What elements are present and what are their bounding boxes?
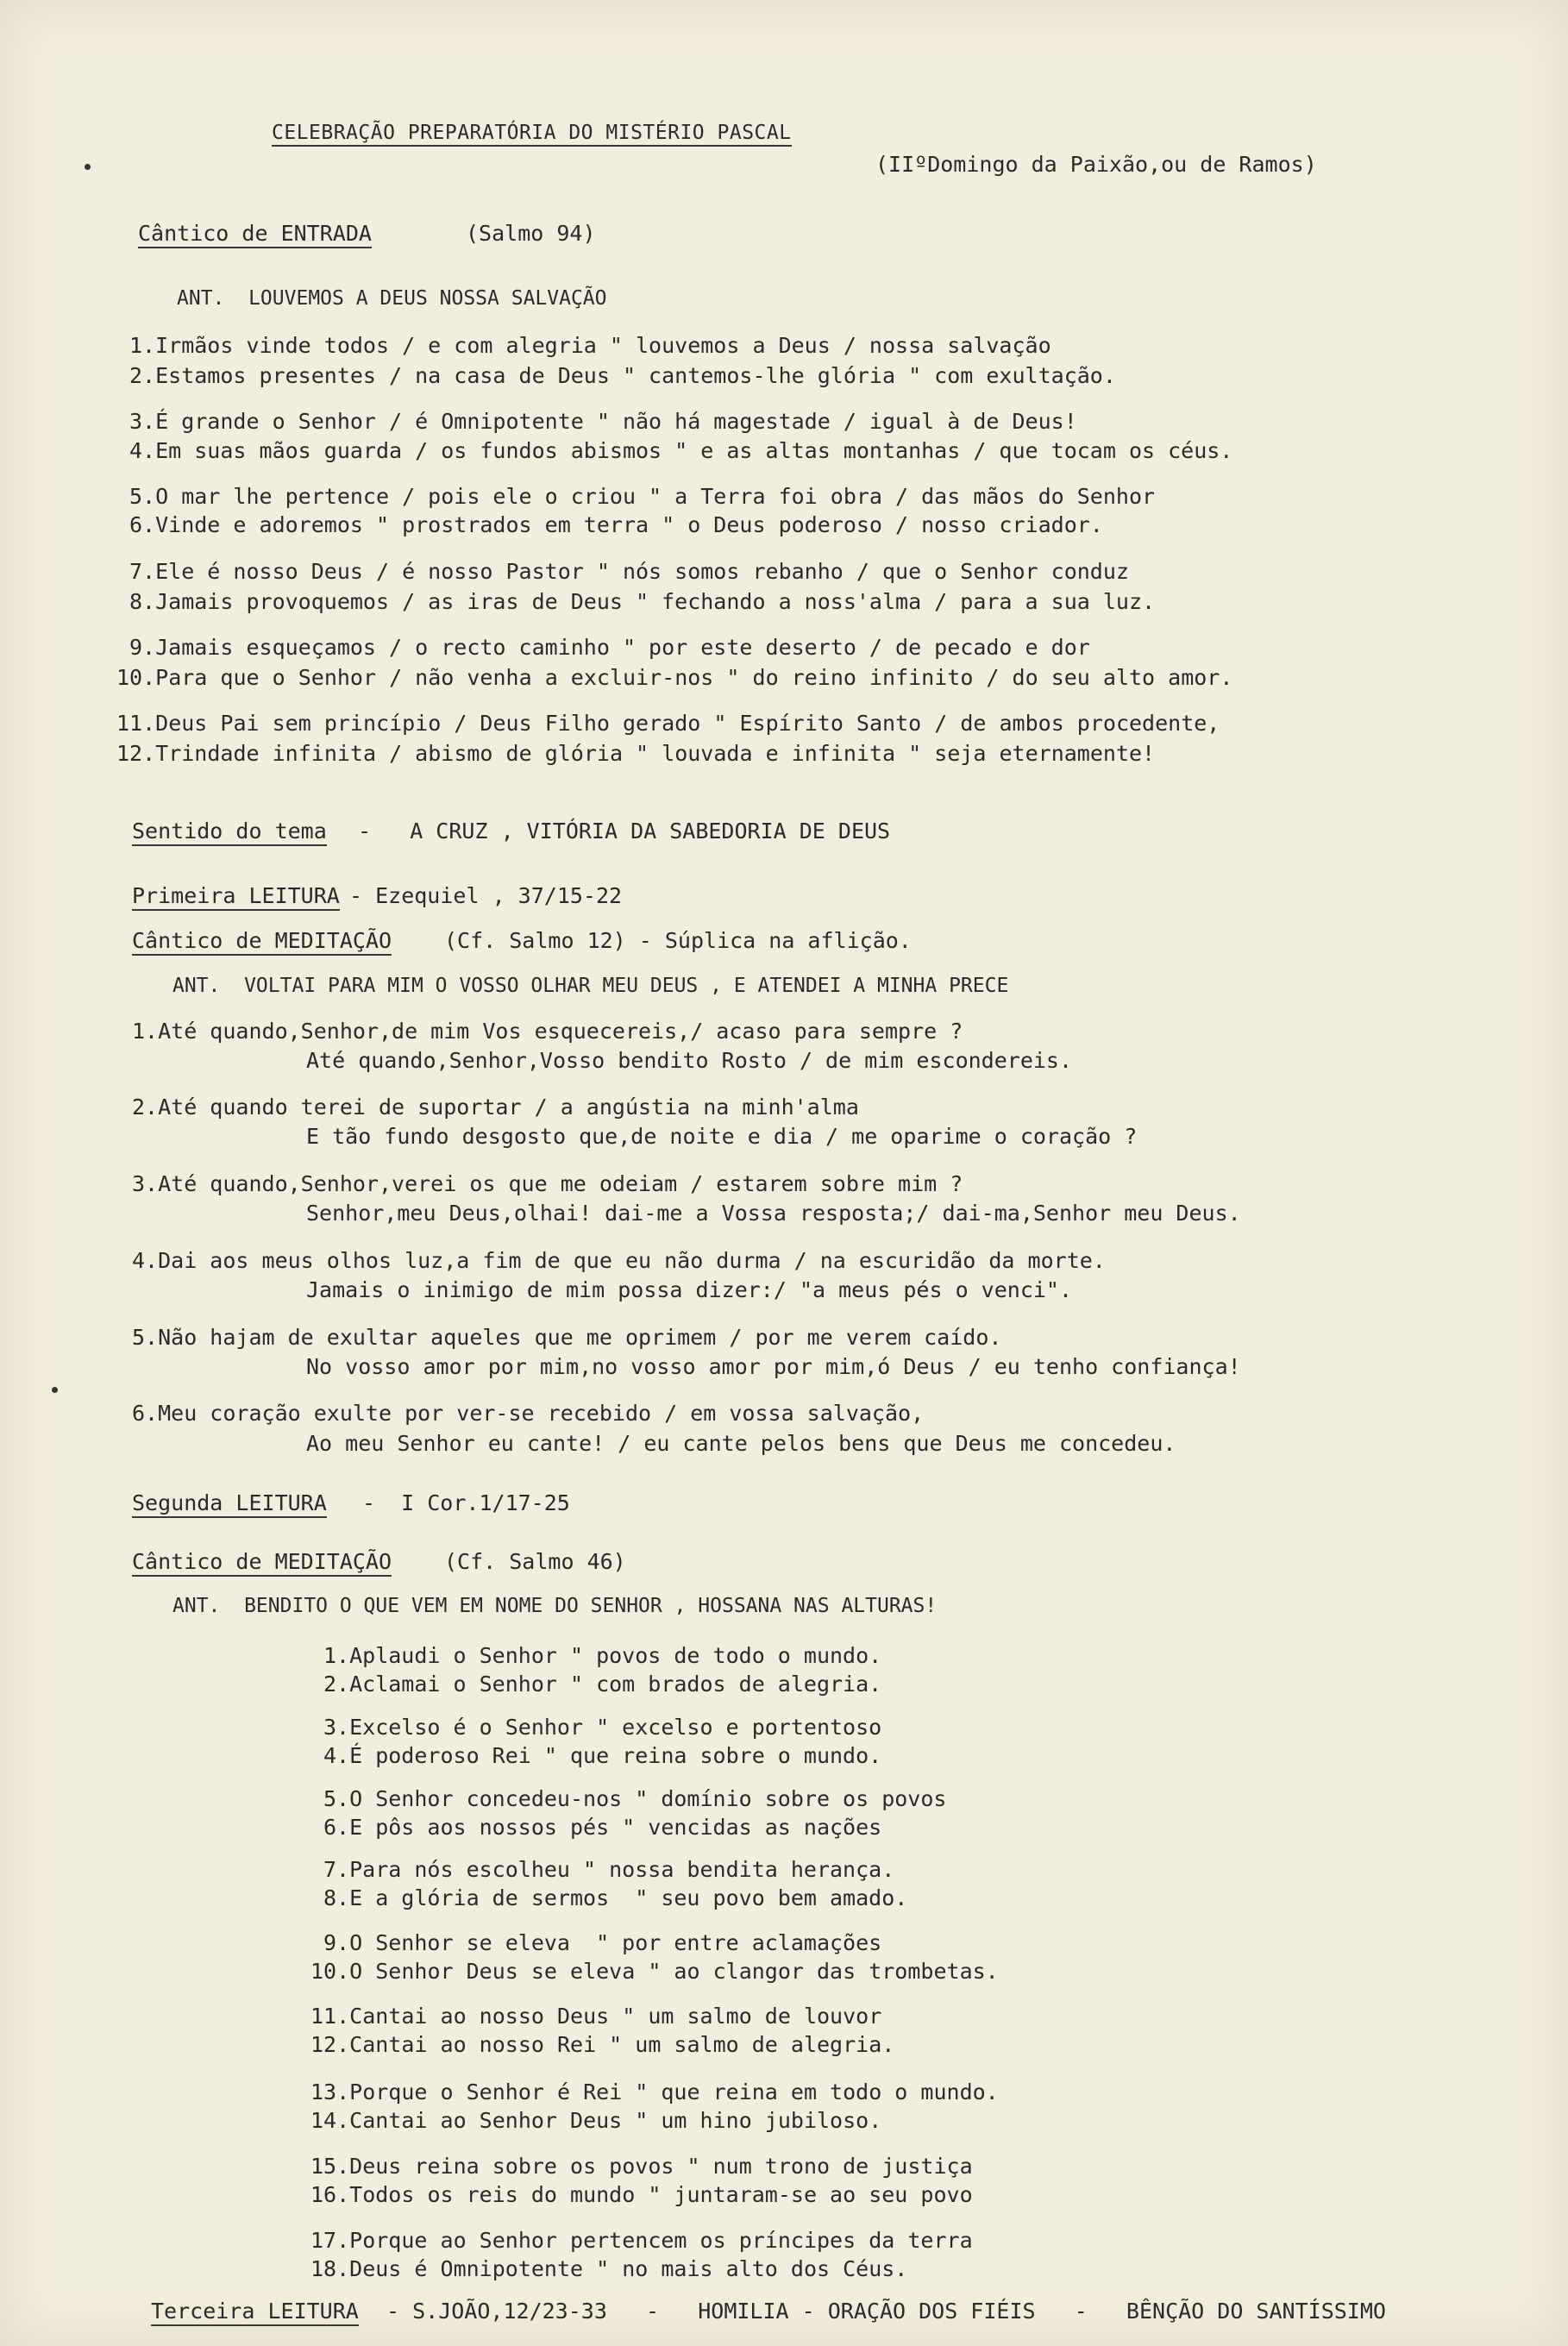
meditacao1-verse: 4.Dai aos meus olhos luz,a fim de que eu não durma / na escuridão da morte. [132,1248,1106,1273]
entrada-verse: 1.Irmãos vinde todos / e com alegria " louvemos a Deus / nossa salvação [129,333,1051,358]
terceira-label: Terceira LEITURA [151,2298,359,2325]
meditacao1-antiphon: ANT. VOLTAI PARA MIM O VOSSO OLHAR MEU DEUS , E ATENDEI A MINHA PRECE [172,975,1009,997]
entrada-verse: 10.Para que o Senhor / não venha a excluir-nos " do reino infinito / do seu alto amor. [116,665,1233,690]
meditacao2-verse: 13.Porque o Senhor é Rei " que reina em todo o mundo. [310,2079,999,2104]
meditacao2-verse: 10.O Senhor Deus se eleva " ao clangor das trombetas. [310,1959,999,1984]
meditacao1-verse: 1.Até quando,Senhor,de mim Vos esquecereis,/ acaso para sempre ? [132,1019,963,1044]
entrada-verse: 9.Jamais esqueçamos / o recto caminho " por este deserto / de pecado e dor [129,635,1090,660]
meditacao1-text: (Cf. Salmo 12) - Súplica na aflição. [444,928,912,953]
sentido-text: - A CRUZ , VITÓRIA DA SABEDORIA DE DEUS [358,819,891,844]
meditacao2-verse: 8.E a glória de sermos " seu povo bem amado. [323,1885,908,1910]
entrada-verse: 8.Jamais provoquemos / as iras de Deus " fechando a noss'alma / para a sua luz. [129,589,1156,614]
meditacao2-verse: 3.Excelso é o Senhor " excelso e portentoso [323,1715,882,1740]
meditacao1-verse: 5.Não hajam de exultar aqueles que me oprimem / por me verem caído. [132,1325,1002,1350]
entrada-heading: Cântico de ENTRADA [138,220,372,248]
meditacao1-verse: 6.Meu coração exulte por ver-se recebido / em vossa salvação, [132,1401,925,1426]
primeira-text: - Ezequiel , 37/15-22 [349,883,623,908]
meditacao2-verse: 14.Cantai ao Senhor Deus " um hino jubiloso. [310,2108,882,2133]
meditacao1-verse: No vosso amor por mim,no vosso amor por mim,ó Deus / eu tenho confiança! [306,1354,1241,1379]
sentido-label: Sentido do tema [132,818,327,845]
meditacao2-verse: 9.O Senhor se eleva " por entre aclamações [323,1930,882,1955]
meditacao2-verse: 18.Deus é Omnipotente " no mais alto dos Céus. [310,2256,908,2281]
entrada-verse: 2.Estamos presentes / na casa de Deus " cantemos-lhe glória " com exultação. [129,363,1116,388]
document-title: CELEBRAÇÃO PREPARATÓRIA DO MISTÉRIO PASCAL [272,119,792,147]
entrada-psalm: (Salmo 94) [466,221,596,246]
entrada-verse: 6.Vinde e adoremos " prostrados em terra " o Deus poderoso / nosso criador. [129,512,1103,537]
meditacao2-verse: 11.Cantai ao nosso Deus " um salmo de louvor [310,2004,882,2029]
entrada-verse: 3.É grande o Senhor / é Omnipotente " não há magestade / igual à de Deus! [129,409,1077,434]
meditacao2-verse: 16.Todos os reis do mundo " juntaram-se ao seu povo [310,2182,973,2207]
segunda-label: Segunda LEITURA [132,1490,327,1517]
meditacao2-text: (Cf. Salmo 46) [444,1549,626,1574]
ink-dot [85,164,91,170]
entrada-verse: 7.Ele é nosso Deus / é nosso Pastor " nós somos rebanho / que o Senhor conduz [129,559,1129,584]
meditacao2-verse: 17.Porque ao Senhor pertencem os príncipes da terra [310,2228,973,2253]
meditacao2-verse: 2.Aclamai o Senhor " com brados de alegria. [323,1672,882,1697]
meditacao1-verse: Ao meu Senhor eu cante! / eu cante pelos bens que Deus me concedeu. [306,1431,1176,1456]
footer-line: - S.JOÃO,12/23-33 - HOMILIA - ORAÇÃO DOS FIÉIS - BÊNÇÃO DO SANTÍSSIMO [386,2299,1386,2324]
meditacao2-verse: 1.Aplaudi o Senhor " povos de todo o mundo. [323,1643,882,1668]
occasion: (IIºDomingo da Paixão,ou de Ramos) [875,152,1317,177]
meditacao2-verse: 5.O Senhor concedeu-nos " domínio sobre os povos [323,1786,947,1811]
meditacao2-verse: 6.E pôs aos nossos pés " vencidas as nações [323,1815,882,1840]
meditacao2-verse: 15.Deus reina sobre os povos " num trono de justiça [310,2154,973,2179]
meditacao1-verse: Senhor,meu Deus,olhai! dai-me a Vossa resposta;/ dai-ma,Senhor meu Deus. [306,1201,1241,1226]
entrada-verse: 5.O mar lhe pertence / pois ele o criou " a Terra foi obra / das mãos do Senhor [129,484,1156,509]
meditacao1-verse: 3.Até quando,Senhor,verei os que me odeiam / estarem sobre mim ? [132,1171,963,1196]
meditacao1-verse: Até quando,Senhor,Vosso bendito Rosto / de mim escondereis. [306,1048,1073,1073]
entrada-verse: 11.Deus Pai sem princípio / Deus Filho gerado " Espírito Santo / de ambos procedente, [116,711,1220,736]
meditacao2-verse: 4.É poderoso Rei " que reina sobre o mundo. [323,1743,882,1768]
meditacao1-verse: E tão fundo desgosto que,de noite e dia / me oparime o coração ? [306,1124,1138,1149]
meditacao2-antiphon: ANT. BENDITO O QUE VEM EM NOME DO SENHOR , HOSSANA NAS ALTURAS! [172,1595,938,1617]
meditacao2-heading: Cântico de MEDITAÇÃO [132,1548,392,1576]
meditacao2-verse: 12.Cantai ao nosso Rei " um salmo de alegria. [310,2032,895,2057]
segunda-text: - I Cor.1/17-25 [362,1490,570,1515]
entrada-verse: 12.Trindade infinita / abismo de glória " louvada e infinita " seja eternamente! [116,741,1156,766]
meditacao1-heading: Cântico de MEDITAÇÃO [132,927,392,955]
entrada-antiphon: ANT. LOUVEMOS A DEUS NOSSA SALVAÇÃO [177,287,607,310]
primeira-label: Primeira LEITURA [132,882,340,910]
ink-dot [52,1387,58,1393]
meditacao1-verse: 2.Até quando terei de suportar / a angústia na minh'alma [132,1095,859,1120]
meditacao1-verse: Jamais o inimigo de mim possa dizer:/ "a meus pés o venci". [306,1277,1073,1302]
entrada-verse: 4.Em suas mãos guarda / os fundos abismos " e as altas montanhas / que tocam os céus. [129,438,1233,463]
meditacao2-verse: 7.Para nós escolheu " nossa bendita herança. [323,1857,895,1882]
